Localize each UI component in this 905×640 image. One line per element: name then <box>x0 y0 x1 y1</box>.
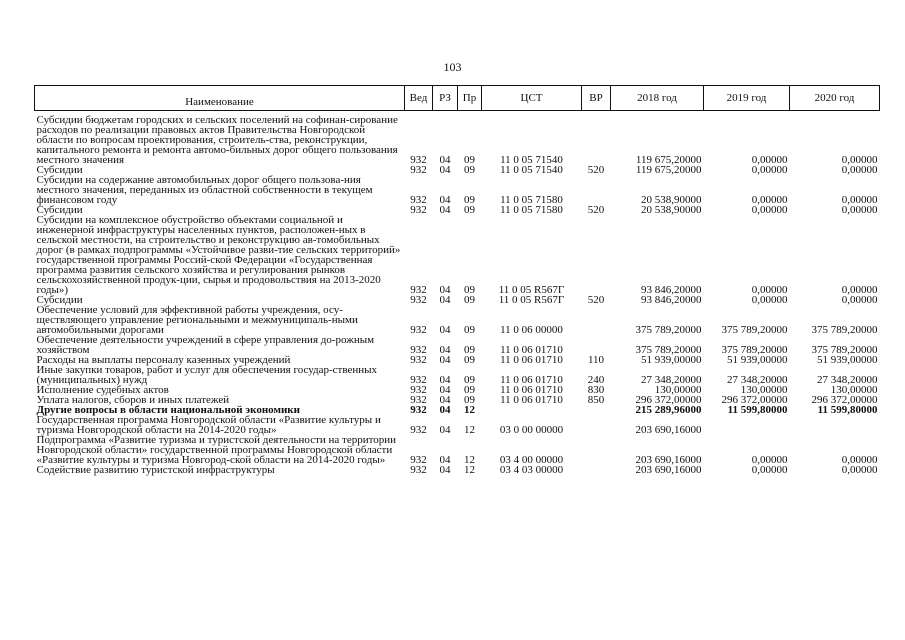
table-row <box>35 365 880 385</box>
row-pr: 12 <box>464 424 475 436</box>
row-value-2018: 51 939,00000 <box>641 354 702 366</box>
row-pr: 09 <box>464 324 475 336</box>
row-cst: 11 0 06 01710 <box>500 384 563 396</box>
row-value-2019: 375 789,20000 <box>721 324 788 336</box>
row-value-2019: 11 599,80000 <box>727 404 788 416</box>
row-value-2020: 27 348,20000 <box>817 374 878 386</box>
row-cst: 11 0 05 R567Г <box>498 284 565 296</box>
row-cst: 11 0 06 01710 <box>500 394 563 406</box>
row-value-2020: 51 939,00000 <box>817 354 878 366</box>
row-rz: 04 <box>439 344 451 356</box>
row-value-2020: 0,00000 <box>841 294 878 306</box>
row-value-2018: 215 289,96000 <box>635 404 702 416</box>
row-vr <box>582 415 611 435</box>
table-row <box>35 465 880 475</box>
row-value-2019: 296 372,00000 <box>721 394 788 406</box>
row-name: Иные закупки товаров, работ и услуг для обеспечения государ-ственных (муниципальных) нужд <box>36 364 378 386</box>
row-name: Субсидии на содержание автомобильных дорог общего пользова-ния местного значения, переданных из областной собственности в текущем финансовом году <box>36 174 373 206</box>
row-value-2020: 0,00000 <box>841 284 878 296</box>
row-value-2018: 27 348,20000 <box>641 374 702 386</box>
row-ved: 932 <box>410 354 427 366</box>
row-vr <box>582 335 611 355</box>
row-name: Подпрограмма «Развитие туризма и туристской деятельности на территории Новгородской области» государственной программы Новгородской области «Развитие культуры и туризма Новгород-ской области на 2014-2020 годы» <box>36 434 397 466</box>
row-name: Другие вопросы в области национальной экономики <box>36 404 300 416</box>
row-value-2020: 0,00000 <box>841 194 878 206</box>
budget-table <box>34 85 880 475</box>
row-value-2018: 93 846,20000 <box>641 294 702 306</box>
row-ved: 932 <box>410 424 427 436</box>
row-pr: 09 <box>464 394 475 406</box>
row-cst <box>482 405 582 415</box>
row-pr: 12 <box>464 404 475 416</box>
row-ved: 932 <box>410 464 427 476</box>
header-vr: ВР <box>582 86 611 111</box>
row-value-2018: 130,00000 <box>654 384 702 396</box>
row-ved: 932 <box>410 454 427 466</box>
row-vr <box>582 175 611 205</box>
row-vr: 520 <box>587 294 605 306</box>
row-vr <box>582 435 611 465</box>
row-rz: 04 <box>439 204 451 216</box>
row-value-2019 <box>704 415 790 435</box>
row-pr: 09 <box>464 284 475 296</box>
row-ved: 932 <box>410 344 427 356</box>
row-vr: 520 <box>587 164 605 176</box>
row-ved: 932 <box>410 284 427 296</box>
row-value-2020: 0,00000 <box>841 454 878 466</box>
row-rz: 04 <box>439 374 451 386</box>
row-rz: 04 <box>439 194 451 206</box>
table-row <box>35 435 880 465</box>
row-value-2020: 11 599,80000 <box>817 404 878 416</box>
row-cst: 11 0 05 71540 <box>500 154 563 166</box>
row-name: Исполнение судебных актов <box>36 384 169 396</box>
row-rz: 04 <box>439 384 451 396</box>
header-rz: РЗ <box>433 86 458 111</box>
row-value-2019: 0,00000 <box>751 194 788 206</box>
row-vr: 240 <box>587 374 605 386</box>
row-rz: 04 <box>439 324 451 336</box>
row-value-2020: 0,00000 <box>841 464 878 476</box>
row-ved: 932 <box>410 394 427 406</box>
row-cst: 03 0 00 00000 <box>499 424 564 436</box>
row-vr: 110 <box>587 354 605 366</box>
row-value-2018: 203 690,16000 <box>635 464 702 476</box>
row-value-2019: 0,00000 <box>751 464 788 476</box>
row-rz: 04 <box>439 454 451 466</box>
row-name: Расходы на выплаты персоналу казенных учреждений <box>36 354 291 366</box>
row-vr <box>582 115 611 165</box>
row-value-2019: 375 789,20000 <box>721 344 788 356</box>
row-rz: 04 <box>439 354 451 366</box>
row-value-2019: 51 939,00000 <box>727 354 788 366</box>
row-pr: 09 <box>464 204 475 216</box>
header-ved: Вед <box>405 86 433 111</box>
row-ved: 932 <box>410 384 427 396</box>
row-ved: 932 <box>410 294 427 306</box>
table-row <box>35 305 880 335</box>
table-row <box>35 215 880 295</box>
row-rz: 04 <box>439 154 451 166</box>
table-body <box>35 111 880 476</box>
row-rz: 04 <box>439 464 451 476</box>
row-pr: 12 <box>464 454 475 466</box>
row-rz: 04 <box>439 294 451 306</box>
row-ved: 932 <box>410 164 427 176</box>
header-2019: 2019 год <box>704 86 790 111</box>
row-vr <box>582 405 611 415</box>
row-value-2018: 203 690,16000 <box>635 424 702 436</box>
header-cst: ЦСТ <box>482 86 582 111</box>
table-row <box>35 175 880 205</box>
page-number: 103 <box>443 60 462 74</box>
row-rz: 04 <box>439 404 451 416</box>
row-value-2018: 375 789,20000 <box>635 344 702 356</box>
header-2020: 2020 год <box>790 86 880 111</box>
row-cst: 11 0 05 71580 <box>500 194 563 206</box>
row-name: Субсидии <box>36 294 83 306</box>
row-cst: 11 0 06 01710 <box>500 374 563 386</box>
row-value-2019: 0,00000 <box>751 164 788 176</box>
row-value-2020: 130,00000 <box>830 384 878 396</box>
row-cst: 11 0 06 01710 <box>500 354 563 366</box>
row-name: Государственная программа Новгородской области «Развитие культуры и туризма Новгородской области на 2014-2020 годы» <box>36 414 381 436</box>
row-cst: 11 0 06 00000 <box>500 324 563 336</box>
row-value-2020: 375 789,20000 <box>811 324 878 336</box>
row-value-2020 <box>790 415 880 435</box>
row-pr: 09 <box>464 294 475 306</box>
row-name: Обеспечение условий для эффективной работы учреждения, осу-ществляющего управление региональными и межмуниципаль-ными автомобильными дорогами <box>36 304 358 336</box>
row-ved: 932 <box>410 374 427 386</box>
row-name: Содействие развитию туристской инфраструктуры <box>36 464 275 476</box>
row-name: Субсидии <box>36 164 83 176</box>
row-cst: 03 4 00 00000 <box>499 454 564 466</box>
header-pr: Пр <box>458 86 482 111</box>
row-ved: 932 <box>410 154 427 166</box>
row-name: Обеспечение деятельности учреждений в сфере управления до-рожным хозяйством <box>36 334 375 356</box>
row-name: Субсидии бюджетам городских и сельских поселений на софинан-сирование расходов по реализации правовых актов Правительства Новгородской области по вопросам проектирования, строитель-ства, реконструкции, капитального ремонта и ремонта автомо-бильных дорог общего пользования местного значения <box>36 114 398 166</box>
row-ved: 932 <box>410 204 427 216</box>
table-header-row <box>35 86 880 111</box>
row-pr: 09 <box>464 164 475 176</box>
row-vr: 520 <box>587 204 605 216</box>
row-value-2019: 0,00000 <box>751 454 788 466</box>
row-vr: 850 <box>587 394 605 406</box>
row-vr <box>582 305 611 335</box>
row-value-2018: 20 538,90000 <box>641 204 702 216</box>
row-value-2018: 20 538,90000 <box>641 194 702 206</box>
row-value-2020: 0,00000 <box>841 204 878 216</box>
row-vr <box>582 215 611 295</box>
row-cst: 11 0 05 71580 <box>500 204 563 216</box>
row-ved: 932 <box>410 324 427 336</box>
row-cst: 11 0 06 01710 <box>500 344 563 356</box>
row-cst: 11 0 05 71540 <box>500 164 563 176</box>
row-value-2018: 119 675,20000 <box>635 164 702 176</box>
row-ved: 932 <box>410 194 427 206</box>
row-pr: 09 <box>464 194 475 206</box>
row-pr: 09 <box>464 354 475 366</box>
row-value-2020: 0,00000 <box>841 154 878 166</box>
row-pr: 09 <box>464 344 475 356</box>
header-2018: 2018 год <box>611 86 704 111</box>
row-name: Уплата налогов, сборов и иных платежей <box>36 394 230 406</box>
row-pr: 12 <box>464 464 475 476</box>
row-pr: 09 <box>464 384 475 396</box>
row-value-2019: 0,00000 <box>751 294 788 306</box>
row-value-2020: 0,00000 <box>841 164 878 176</box>
row-vr: 830 <box>587 384 605 396</box>
row-value-2018: 375 789,20000 <box>635 324 702 336</box>
row-ved: 932 <box>410 404 427 416</box>
row-value-2018: 93 846,20000 <box>641 284 702 296</box>
row-cst: 11 0 05 R567Г <box>498 294 565 306</box>
row-vr <box>582 465 611 475</box>
row-rz: 04 <box>439 284 451 296</box>
row-name: Субсидии на комплексное обустройство объектами социальной и инженерной инфраструктуры населенных пунктов, расположен-ных в сельской местности, на строительство и реконструкцию ав-томобильных дорог (в рамках подпрограммы «Устойчивое разви-тие сельских территорий» государственной программы Россий-ской Федерации «Государственная программа развития сельского хозяйства и регулирования рынков сельскохозяйственной продук-ции, сырья и продовольствия на 2013-2020 годы») <box>36 214 401 296</box>
row-value-2019: 0,00000 <box>751 204 788 216</box>
row-value-2019: 27 348,20000 <box>727 374 788 386</box>
table-row <box>35 115 880 165</box>
row-pr: 09 <box>464 154 475 166</box>
header-name: Наименование <box>35 86 405 111</box>
row-name: Субсидии <box>36 204 83 216</box>
row-value-2019: 0,00000 <box>751 154 788 166</box>
row-pr: 09 <box>464 374 475 386</box>
row-value-2020: 296 372,00000 <box>811 394 878 406</box>
table-row <box>35 415 880 435</box>
row-value-2018: 296 372,00000 <box>635 394 702 406</box>
row-value-2018: 119 675,20000 <box>635 154 702 166</box>
row-value-2019: 0,00000 <box>751 284 788 296</box>
row-rz: 04 <box>439 424 451 436</box>
row-value-2018: 203 690,16000 <box>635 454 702 466</box>
row-cst: 03 4 03 00000 <box>499 464 564 476</box>
row-rz: 04 <box>439 394 451 406</box>
table-row <box>35 335 880 355</box>
row-value-2019: 130,00000 <box>740 384 788 396</box>
row-value-2020: 375 789,20000 <box>811 344 878 356</box>
row-rz: 04 <box>439 164 451 176</box>
